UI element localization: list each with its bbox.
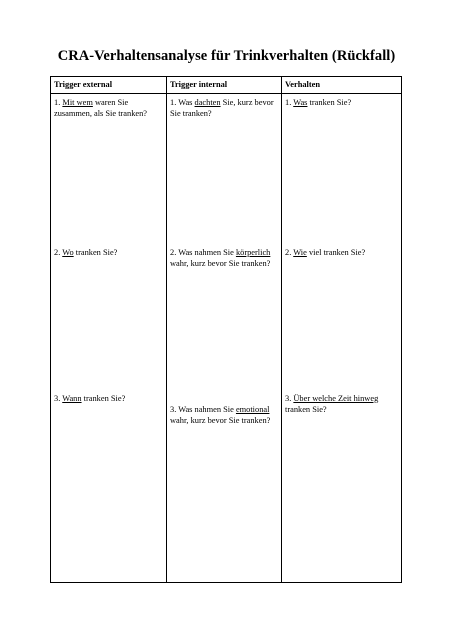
header-trigger-external: Trigger external: [51, 77, 167, 94]
behavior-analysis-table: [50, 76, 402, 583]
question-bodily-sensations: 2. Was nahmen Sie körperlich wahr, kurz bevor Sie tranken?: [170, 248, 271, 268]
cell-trigger-external[interactable]: [51, 94, 167, 583]
question-thoughts: 1. Was dachten Sie, kurz bevor Sie tranken?: [170, 98, 274, 118]
question-when: 3. Wann tranken Sie?: [54, 394, 126, 403]
document-title: CRA-Verhaltensanalyse für Trinkverhalten (Rückfall): [57, 48, 396, 64]
table-body-row: [51, 94, 402, 583]
cell-verhalten[interactable]: [282, 94, 402, 583]
header-verhalten: Verhalten: [282, 77, 402, 94]
header-trigger-internal: Trigger internal: [167, 77, 282, 94]
question-how-much: 2. Wie viel tranken Sie?: [285, 248, 366, 257]
question-where: 2. Wo tranken Sie?: [54, 248, 118, 257]
question-what-drank: 1. Was tranken Sie?: [285, 98, 352, 107]
question-with-whom: 1. Mit wem waren Sie zusammen, als Sie tranken?: [54, 98, 148, 118]
cell-trigger-internal[interactable]: [167, 94, 282, 583]
question-duration: 3. Über welche Zeit hinweg tranken Sie?: [285, 394, 379, 414]
question-emotions: 3. Was nahmen Sie emotional wahr, kurz bevor Sie tranken?: [170, 405, 271, 425]
table-header-row: [51, 77, 402, 94]
